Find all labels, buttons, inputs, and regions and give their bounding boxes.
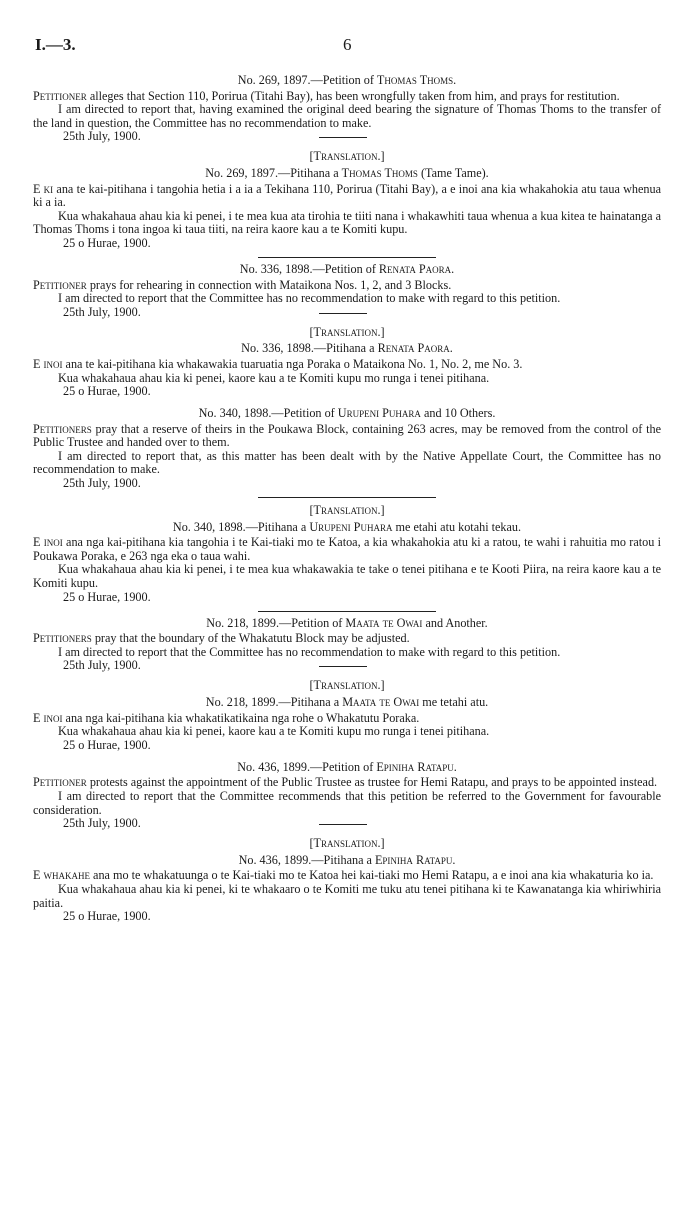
report-paragraph: I am directed to report that, having examined the original deed bearing the signature of Thomas Thoms to the transfer of the land in question, the Committee has no recommendation to make. [33,102,661,130]
report-paragraph: Kua whakahaua ahau kia ki penei, kaore kau a te Komiti kupu mo runga i tenei pitihana. [58,724,490,739]
petition-paragraph: E ki ana te kai-pitihana i tangohia hetia i a ia a Tekihana 110, Porirua (Titahi Bay), a e inoi ana kia whakahokia atu taua whenua ki a ia. [33,181,661,210]
petition-436-english [33,761,661,831]
petition-340-english [33,407,661,491]
report-date: 25 o Hurae, 1900. [63,737,151,752]
report-date: 25th July, 1900. [33,659,661,673]
paper-reference: I.—3. [35,35,76,54]
report-paragraph: I am directed to report that the Committee has no recommendation to make with regard to this petition. [58,291,561,306]
section-divider [258,497,436,498]
report-date: 25 o Hurae, 1900. [63,909,151,924]
report-date: 25th July, 1900. [33,817,661,831]
prayer-paragraph: Petitioner prays for rehearing in connection with Mataikona Nos. 1, 2, and 3 Blocks. [33,277,452,292]
protest-paragraph: E whakahe ana mo te whakatuunga o te Kai-tiaki mo te Katoa hei kai-tiaki mo Hemi Ratapu, a e inoi ana kia whakaturia ko ia. [33,868,654,883]
petition-heading: No. 340, 1898.—Pitihana a Urupeni Puhara me etahi atu kotahi tekau. [172,519,522,534]
report-date: 25 o Hurae, 1900. [63,235,151,250]
petition-436-maori [33,854,661,924]
report-date: 25 o Hurae, 1900. [63,384,151,399]
translation-label: [Translation.] [309,836,385,851]
petition-heading: No. 436, 1899.—Pitihana a Epiniha Ratapu. [238,852,456,867]
allegation-paragraph: Petitioner alleges that Section 110, Porirua (Titahi Bay), has been wrongfully taken from him, and prays for restitution. [33,88,620,103]
prayer-paragraph: Petitioners pray that a reserve of theirs in the Poukawa Block, containing 263 acres, may be removed from the control of the Public Trustee and handed over to them. [33,421,661,450]
report-paragraph: I am directed to report that, as this matter has been dealt with by the Native Appellate Court, the Committee has no recommendation to make. [33,448,661,477]
petition-340-maori [33,521,661,605]
petition-heading: No. 336, 1898.—Petition of Renata Paora. [239,261,455,276]
report-paragraph: Kua whakahaua ahau kia ki penei, kaore kau a te Komiti kupu mo runga i tenei pitihana. [58,370,490,385]
petition-heading: No. 218, 1899.—Petition of Maata te Owai and Another. [206,615,488,630]
petition-heading: No. 269, 1897.—Petition of Thomas Thoms. [237,73,457,87]
petition-paragraph: E inoi ana te kai-pitihana kia whakawakia tuaruatia nga Poraka o Mataikona No. 1, No. 2, me No. 3. [33,356,523,371]
petition-218-maori [33,696,661,753]
petition-218-english [33,617,661,674]
document-body [33,74,661,924]
petition-heading: No. 269, 1897.—Pitihana a Thomas Thoms (Tame Tame). [205,165,489,180]
report-date: 25th July, 1900. [33,306,661,320]
translation-label: [Translation.] [309,324,385,339]
section-divider [258,257,436,258]
section-divider [258,611,436,612]
report-paragraph: Kua whakahaua ahau kia ki penei, ki te whakaaro o te Komiti me tuku atu tenei pitihana ki te Kawanatanga kia whiriwhiria paitia. [33,881,661,910]
petition-paragraph: E inoi ana nga kai-pitihana kia whakatikatikaina nga rohe o Whakatutu Poraka. [33,710,420,725]
petition-paragraph: E inoi ana nga kai-pitihana kia tangohia i te Kai-tiaki mo te Katoa, a kia whakahokia atu ki a ratou, te wahi i rahuitia mo ratou i Poukawa Poraka, e 263 nga eka o taua wahi. [33,535,661,563]
report-paragraph: I am directed to report that the Committee recommends that this petition be referred to the Government for favourable consideration. [33,788,661,817]
petition-heading: No. 218, 1899.—Pitihana a Maata te Owai me tetahi atu. [205,695,489,709]
report-date: 25th July, 1900. [33,130,661,144]
report-date: 25th July, 1900. [63,476,141,491]
report-paragraph: I am directed to report that the Committee has no recommendation to make with regard to this petition. [58,644,561,659]
petition-heading: No. 336, 1898.—Pitihana a Renata Paora. [241,341,453,356]
translation-label: [Translation.] [309,503,385,518]
report-date: 25 o Hurae, 1900. [63,589,151,604]
petition-269-english [33,74,661,144]
report-paragraph: Kua whakahaua ahau kia ki penei, i te mea kua ata tirohia te tiiti nana i whakawhiti taua whenua a kua kitea te hainatanga a Thomas Thoms i tona ingoa ki taua tiiti, na reira kaore kau a te Komiti kupu. [33,208,661,237]
translation-label: [Translation.] [309,678,385,693]
page-number: 6 [343,35,352,54]
petition-336-english [33,263,661,320]
translation-label: [Translation.] [309,149,385,164]
petition-heading: No. 340, 1898.—Petition of Urupeni Puhara and 10 Others. [198,406,496,421]
protest-paragraph: Petitioner protests against the appointment of the Public Trustee as trustee for Hemi Ratapu, and prays to be appointed instead. [33,775,658,790]
report-paragraph: Kua whakahaua ahau kia ki penei, i te mea kua whakawakia te take o tenei pitihana e te Kooti Piira, na reira kaore kau a te Komiti kupu. [33,562,661,591]
prayer-paragraph: Petitioners pray that the boundary of the Whakatutu Block may be adjusted. [33,631,410,646]
petition-heading: No. 436, 1899.—Petition of Epiniha Ratapu. [237,759,457,774]
petition-269-maori [33,167,661,251]
petition-336-maori [33,342,661,399]
